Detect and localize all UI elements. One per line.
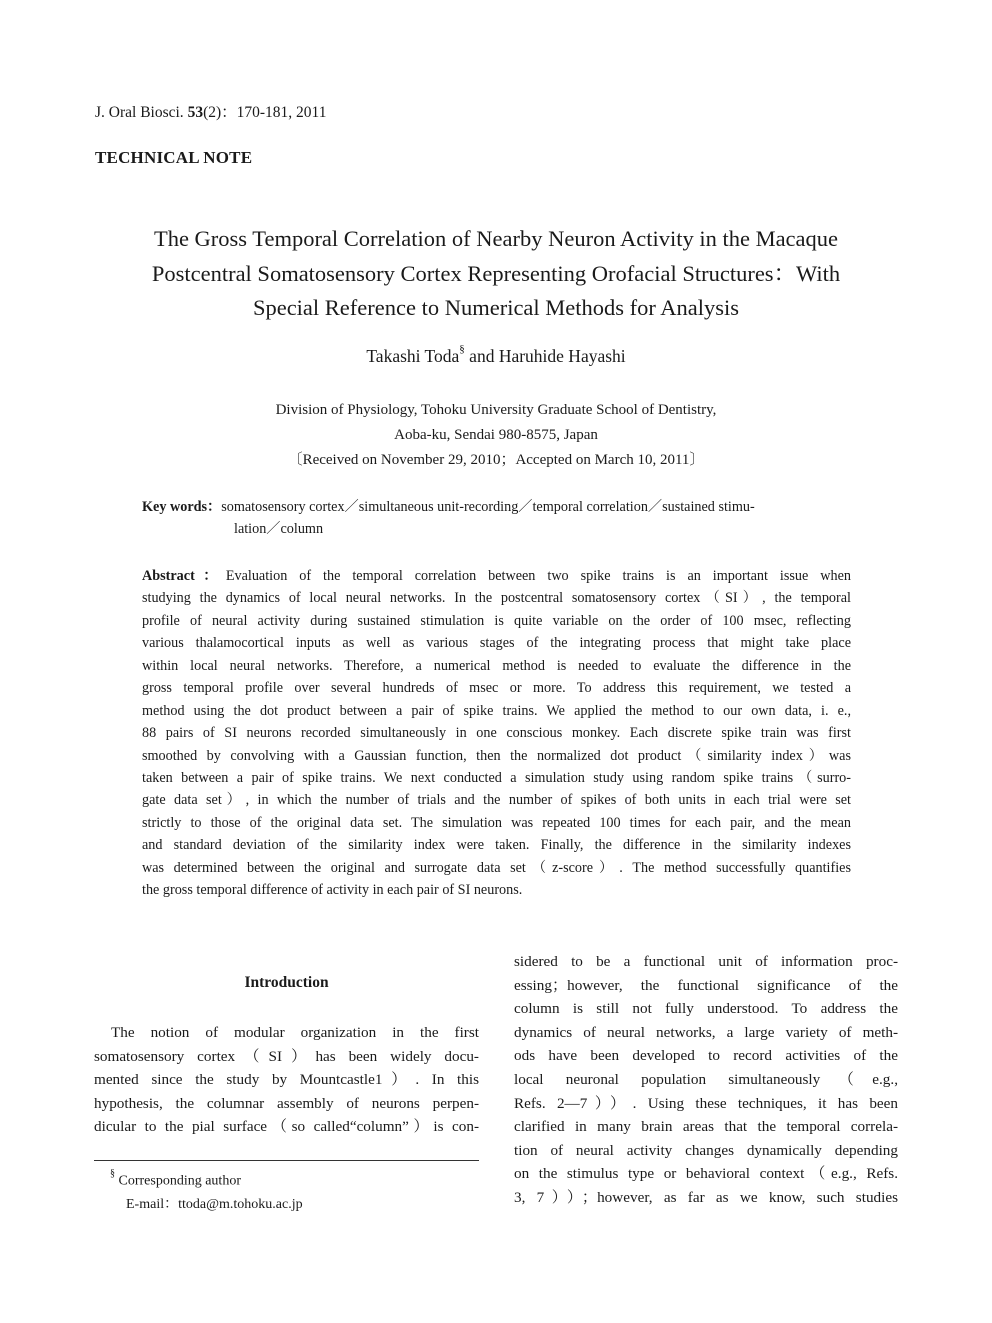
author-name: Takashi Toda	[366, 346, 460, 366]
journal-prefix: J. Oral Biosci.	[95, 104, 184, 121]
body-line: mented since the study by Mountcastle1）. In this	[94, 1071, 479, 1089]
footnote-text: Corresponding author	[118, 1173, 241, 1189]
section-type: TECHNICAL NOTE	[95, 148, 253, 167]
author-list	[100, 343, 892, 367]
footnote	[110, 1165, 303, 1216]
abstract-line: gate data set）, in which the number of trials and the number of spikes of both units in each trial were set	[142, 792, 851, 809]
footnote-divider	[94, 1160, 479, 1161]
body-line: Refs. 2―7））. Using these techniques, it has been	[514, 1094, 898, 1112]
received-accepted-dates: 〔Received on November 29, 2010；Accepted on March 10, 2011〕	[287, 452, 705, 468]
abstract-line: strictly to those of the original data set. The simulation was repeated 100 times for each pair, and the mean	[142, 814, 851, 831]
abstract-line: 88 pairs of SI neurons recorded simultaneously in one conscious monkey. Each discrete spike train was first	[142, 725, 851, 742]
abstract-line: taken between a pair of spike trains. We next conducted a simulation study using random spike trains（surro‑	[142, 769, 851, 786]
body-line: ods have been developed to record activities of the	[514, 1047, 898, 1065]
body-line: local neuronal population simultaneously（e.g.,	[514, 1070, 898, 1088]
title-line: Postcentral Somatosensory Cortex Representing Orofacial Structures：With	[151, 260, 841, 286]
journal-issue-pages-year: (2)：170‑181, 2011	[203, 104, 327, 121]
corresponding-author-mark: §	[459, 343, 465, 356]
body-line: The notion of modular organization in the first	[111, 1024, 479, 1041]
abstract-line: and standard deviation of the similarity index were taken. Finally, the difference in the similarity indexes	[142, 837, 851, 854]
affiliation-block	[100, 398, 892, 473]
body-line: sidered to be a functional unit of information proc‑	[514, 953, 898, 970]
author-name: and Haruhide Hayashi	[464, 346, 626, 366]
body-line: essing；however, the functional significance of the	[514, 976, 898, 994]
abstract-line: studying the dynamics of local neural networks. In the postcentral somatosensory cortex（SI）, the temporal	[142, 590, 851, 607]
abstract-line: the gross temporal difference of activity in each pair of SI neurons.	[142, 882, 523, 899]
abstract-block	[142, 565, 851, 902]
body-line: hypothesis, the columnar assembly of neurons perpen‑	[94, 1094, 479, 1112]
left-column-text	[94, 1021, 479, 1139]
journal-citation	[95, 100, 326, 122]
keywords-text: lation／column	[234, 521, 324, 537]
article-title	[100, 222, 892, 326]
abstract-label: Abstract：	[142, 568, 226, 584]
keywords-label: Key words：	[142, 499, 222, 515]
body-line: 3, 7））；however, as far as we know, such studies	[514, 1188, 898, 1206]
body-line: clarified in many brain areas that the temporal correla‑	[514, 1118, 898, 1136]
body-line: on the stimulus type or behavioral context（e.g., Refs.	[514, 1165, 898, 1183]
keywords-text: somatosensory cortex／simultaneous unit‑recording／temporal correlation／sustained stimu‑	[221, 499, 755, 515]
title-line: The Gross Temporal Correlation of Nearby Neuron Activity in the Macaque	[153, 226, 839, 251]
abstract-line: profile of neural activity during sustained stimulation is quite variable on the order of 100 msec, reflecting	[142, 612, 851, 629]
abstract-line: gross temporal profile over several hundreds of msec or more. To address this requirement, we tested a	[142, 680, 851, 697]
affiliation-line: Aoba‑ku, Sendai 980‑8575, Japan	[394, 427, 598, 443]
body-line: dynamics of neural networks, a large variety of meth‑	[514, 1023, 898, 1041]
abstract-line: was determined between the original and surrogate data set（z‑score）. The method successfully quantifies	[142, 859, 851, 876]
abstract-line: within local neural networks. Therefore, a numerical method is needed to evaluate the difference in the	[142, 657, 851, 674]
footnote-mark: §	[110, 1168, 115, 1179]
affiliation-line: Division of Physiology, Tohoku University Graduate School of Dentistry,	[275, 402, 717, 418]
keywords-block	[142, 496, 850, 540]
abstract-line: method using the dot product between a pair of spike trains. We applied the method to our own data, i. e.,	[142, 702, 851, 719]
abstract-line: smoothed by convolving with a Gaussian function, then the normalized dot product（similarity index）was	[142, 747, 851, 764]
footnote-email: E‑mail：ttoda@m.tohoku.ac.jp	[126, 1196, 303, 1212]
title-line: Special Reference to Numerical Methods for Analysis	[252, 295, 740, 320]
body-line: tion of neural activity changes dynamically depending	[514, 1141, 898, 1159]
abstract-line: Evaluation of the temporal correlation between two spike trains is an important issue when	[225, 568, 852, 584]
body-line: column is still not fully understood. To address the	[514, 1000, 898, 1018]
right-column-text	[514, 950, 898, 1210]
body-line: somatosensory cortex（SI）has been widely docu‑	[94, 1047, 479, 1065]
body-line: dicular to the pial surface（so called“column”）is con‑	[94, 1118, 479, 1136]
journal-volume: 53	[187, 104, 204, 121]
section-heading-introduction: Introduction	[244, 974, 329, 991]
abstract-line: various thalamocortical inputs as well as various stages of the integrating process that might take place	[142, 635, 851, 652]
